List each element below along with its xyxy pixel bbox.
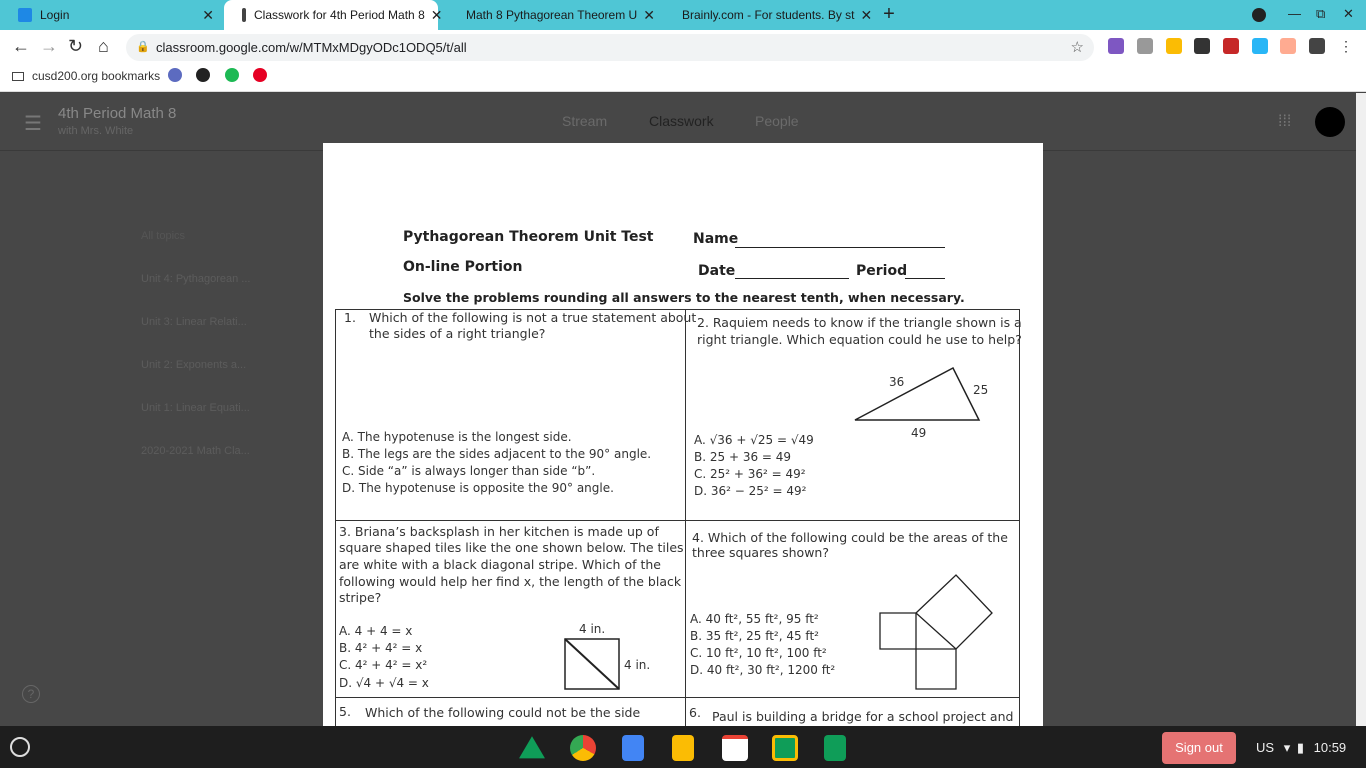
q4-option: A. 40 ft², 55 ft², 95 ft²	[690, 612, 819, 626]
date-label: Date	[698, 263, 736, 279]
tab-classwork[interactable]: Classwork	[649, 113, 714, 129]
q1-option: D. The hypotenuse is opposite the 90° angle.	[342, 481, 614, 495]
triangle-label: 49	[911, 426, 927, 440]
tab-brainly[interactable]	[656, 0, 873, 30]
minimize-icon[interactable]: —	[1288, 6, 1301, 21]
reload-icon[interactable]: ↻	[68, 36, 84, 56]
q3-option: C. 4² + 4² = x²	[339, 658, 428, 672]
launcher-icon[interactable]	[10, 737, 30, 757]
drive-icon[interactable]	[1166, 38, 1182, 54]
tile-figure	[563, 637, 623, 693]
scrollbar[interactable]	[1356, 93, 1366, 726]
lock-icon: 🔒	[136, 41, 150, 53]
close-icon[interactable]: ✕	[860, 6, 873, 23]
topic-item[interactable]: 2020-2021 Math Cla...	[141, 445, 250, 457]
triangle-label: 36	[889, 375, 905, 389]
folder-icon	[12, 72, 24, 81]
grid-divider	[335, 697, 1020, 698]
q2-option: A. √36 + √25 = √49	[694, 433, 814, 447]
q3-text: following would help her find x, the length of the black	[339, 574, 682, 589]
shelf	[0, 726, 1366, 768]
ublock-icon[interactable]	[1223, 38, 1239, 54]
extension-icon[interactable]	[1194, 38, 1210, 54]
topic-item[interactable]: Unit 2: Exponents a...	[141, 359, 247, 371]
locale-indicator: US	[1256, 740, 1275, 755]
restore-icon[interactable]: ⧉	[1316, 6, 1326, 21]
extension-icon[interactable]	[1108, 38, 1124, 54]
class-name[interactable]: 4th Period Math 8	[58, 105, 177, 122]
bookmark-icon[interactable]	[196, 68, 210, 82]
wifi-icon: ▾	[1283, 740, 1291, 755]
extension-icon[interactable]	[1252, 38, 1268, 54]
puzzle-icon[interactable]	[1309, 38, 1325, 54]
square-label: 4 in.	[624, 658, 651, 672]
apps-grid-icon[interactable]: ⁞⁞⁞	[1278, 113, 1292, 130]
tab-title: Math 8 Pythagorean Theorem U	[466, 8, 638, 22]
date-line	[735, 278, 849, 279]
avatar[interactable]	[1315, 107, 1345, 137]
close-icon[interactable]: ✕	[202, 6, 214, 23]
square-shape	[916, 575, 992, 649]
q3-text: stripe?	[339, 590, 382, 605]
google-docs-icon[interactable]	[622, 735, 644, 761]
document-preview[interactable]	[323, 143, 1043, 726]
extension-icon[interactable]	[1280, 38, 1296, 54]
bookmark-folder-label: cusd200.org bookmarks	[32, 69, 161, 83]
gmail-icon[interactable]	[722, 735, 748, 761]
q1-option: C. Side “a” is always longer than side “b”.	[342, 464, 596, 478]
q3-text: square shaped tiles like the one shown below. The tiles	[339, 540, 684, 555]
tab-title: Login	[40, 8, 70, 22]
doc-subtitle: On-line Portion	[403, 259, 523, 275]
triangle-label: 25	[973, 383, 989, 397]
bookmark-folder[interactable]	[12, 69, 160, 83]
square-shape	[880, 613, 916, 649]
q4-text: 4. Which of the following could be the areas of the	[692, 530, 1008, 545]
tile-diagonal	[565, 639, 619, 689]
q3-text: are white with a black diagonal stripe. Which of the	[339, 557, 661, 572]
help-icon[interactable]: ?	[22, 685, 40, 703]
q3-option: D. √4 + √4 = x	[339, 676, 429, 690]
triangle-shape	[855, 368, 979, 420]
google-slides-icon[interactable]	[672, 735, 694, 761]
menu-kebab-icon[interactable]: ⋮	[1339, 38, 1353, 54]
tab-title: Classwork for 4th Period Math 8	[254, 8, 425, 22]
browser-toolbar	[0, 30, 1366, 64]
address-bar[interactable]	[126, 34, 1094, 61]
q3-option: A. 4 + 4 = x	[339, 624, 413, 638]
topic-item[interactable]: All topics	[141, 230, 186, 242]
period-label: Period	[856, 263, 908, 279]
classroom-favicon-icon	[242, 8, 246, 22]
grid-divider	[335, 520, 1020, 521]
close-icon[interactable]: ✕	[430, 6, 443, 23]
q3-text: 3. Briana’s backsplash in her kitchen is made up of	[339, 524, 659, 539]
square-label: 4 in.	[579, 622, 606, 636]
period-line	[905, 278, 945, 279]
q2-option: D. 36² − 25² = 49²	[694, 484, 807, 498]
bookmark-star-icon[interactable]: ☆	[1070, 39, 1084, 56]
battery-icon: ▮	[1296, 740, 1304, 755]
square-shape	[916, 649, 956, 689]
topic-item[interactable]: Unit 1: Linear Equati...	[141, 402, 250, 414]
new-tab-button[interactable]: +	[883, 3, 895, 25]
q1-option: A. The hypotenuse is the longest side.	[342, 430, 572, 444]
topic-item[interactable]: Unit 3: Linear Relati...	[141, 316, 247, 328]
forward-icon[interactable]: →	[40, 36, 58, 56]
spotify-icon[interactable]	[225, 68, 239, 82]
google-classroom-icon[interactable]	[772, 735, 798, 761]
q3-option: B. 4² + 4² = x	[339, 641, 423, 655]
tab-strip	[0, 0, 1366, 30]
q2-option: C. 25² + 36² = 49²	[694, 467, 806, 481]
tab-pythagorean[interactable]	[440, 0, 654, 30]
clock: 10:59	[1313, 740, 1347, 755]
q2-text: 2. Raquiem needs to know if the triangle shown is a	[697, 315, 1022, 330]
q4-option: C. 10 ft², 10 ft², 100 ft²	[690, 646, 827, 660]
q2-text: right triangle. Which equation could he use to help?	[697, 332, 1022, 347]
topic-item[interactable]: Unit 4: Pythagorean ...	[141, 273, 251, 285]
q4-text: three squares shown?	[692, 545, 829, 560]
chrome-icon[interactable]	[570, 735, 596, 761]
q1-text: Which of the following is not a true statement about	[369, 310, 697, 325]
tab-login[interactable]	[0, 0, 222, 30]
tab-stream[interactable]: Stream	[562, 113, 608, 129]
extension-icon[interactable]	[1137, 38, 1153, 54]
tab-classwork[interactable]	[224, 0, 443, 30]
q2-option: B. 25 + 36 = 49	[694, 450, 792, 464]
q1-number: 1.	[344, 310, 356, 325]
q4-squares-figure	[876, 571, 1001, 696]
bookmark-icon[interactable]	[168, 68, 182, 82]
q5-number: 5.	[339, 704, 351, 719]
q5-text: Which of the following could not be the side	[365, 705, 641, 720]
name-label: Name	[693, 231, 739, 247]
close-window-icon[interactable]: ✕	[1343, 6, 1354, 21]
q1-text: the sides of a right triangle?	[369, 326, 546, 341]
sign-out-button[interactable]: Sign out	[1162, 732, 1236, 764]
teacher-name: with Mrs. White	[58, 125, 134, 137]
q4-option: B. 35 ft², 25 ft², 45 ft²	[690, 629, 819, 643]
name-line	[735, 247, 945, 248]
instructions: Solve the problems rounding all answers to the nearest tenth, when necessary.	[403, 290, 965, 305]
doc-title: Pythagorean Theorem Unit Test	[403, 229, 654, 245]
tab-people[interactable]: People	[755, 113, 799, 129]
classroom-favicon-icon	[18, 8, 32, 22]
q6-number: 6.	[689, 705, 701, 720]
tab-search-icon[interactable]	[1252, 8, 1266, 22]
q1-option: B. The legs are the sides adjacent to the 90° angle.	[342, 447, 652, 461]
pinterest-icon[interactable]	[253, 68, 267, 82]
close-icon[interactable]: ✕	[643, 6, 655, 23]
google-drive-icon[interactable]	[519, 735, 545, 761]
back-icon[interactable]: ←	[12, 36, 30, 56]
status-tray[interactable]	[1256, 740, 1346, 756]
hamburger-menu-icon[interactable]: ☰	[24, 113, 42, 135]
home-icon[interactable]: ⌂	[98, 36, 109, 56]
q6-text: Paul is building a bridge for a school project and	[712, 709, 1014, 724]
tab-title: Brainly.com - For students. By st	[682, 8, 855, 22]
q4-option: D. 40 ft², 30 ft², 1200 ft²	[690, 663, 836, 677]
url-text: classroom.google.com/w/MTMxMDgyODc1ODQ5/t/all	[156, 40, 467, 55]
grid-divider	[685, 309, 686, 729]
google-sheets-icon[interactable]	[824, 735, 846, 761]
